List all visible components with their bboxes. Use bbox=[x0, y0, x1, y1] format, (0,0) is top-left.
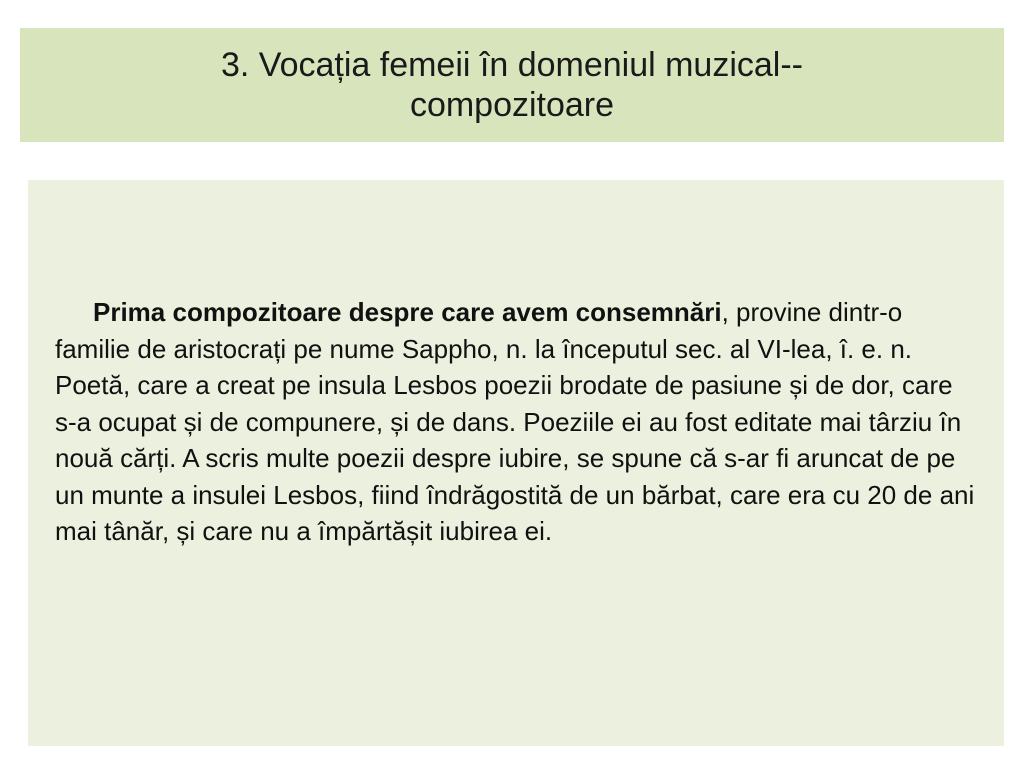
slide-title-line-1: 3. Vocația femeii în domeniul muzical-- bbox=[220, 46, 804, 84]
body-text: , provine dintr-o familie de aristocrați pe nume Sappho, n. la începutul sec. al VI-lea, î. e. n. Poetă, care a creat pe insula Lesbos poezii brodate de pasiune și de dor, care s-a ocupat și de compunere, și de dans. Poeziile ei au fost editate mai târziu în nouă cărți. A scris multe poezii despre iubire, se spune că s-ar fi aruncat de pe un munte a insulei Lesbos, fiind îndrăgostită de un bărbat, care era cu 20 de ani mai tânăr, și care nu a împărtășit iubirea ei. bbox=[55, 297, 975, 546]
body-bold-lead: Prima compozitoare despre care avem consemnări bbox=[93, 297, 722, 327]
slide-title-line-2: compozitoare bbox=[409, 86, 615, 124]
title-box bbox=[20, 28, 1004, 142]
slide-title bbox=[221, 45, 803, 125]
body-paragraph bbox=[55, 294, 980, 550]
content-box bbox=[28, 180, 1004, 746]
